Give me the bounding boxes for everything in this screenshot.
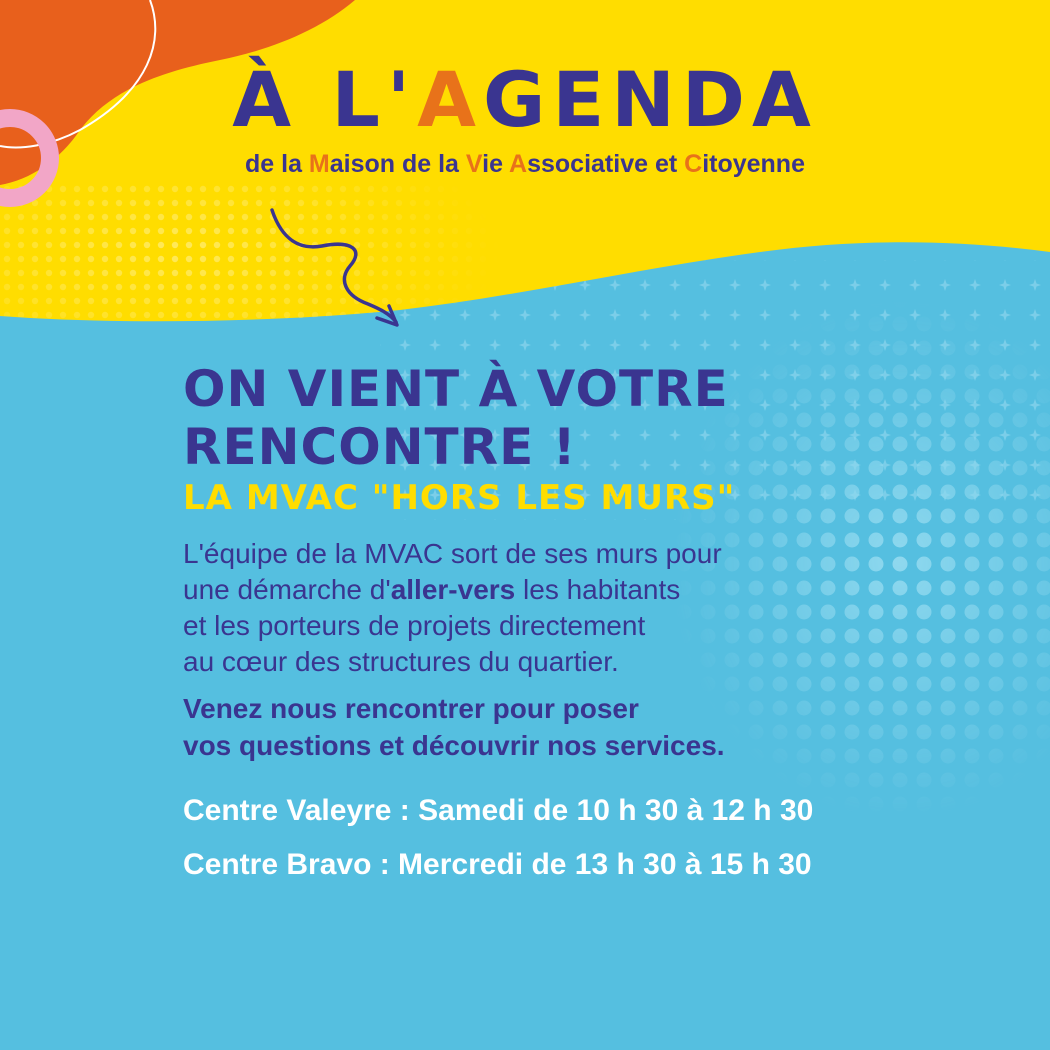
- title-highlight-a: A: [417, 55, 483, 144]
- intro-line-3: et les porteurs de projets directement: [183, 610, 646, 641]
- page-title: [0, 55, 1050, 144]
- headline-line-1: ON VIENT À VOTRE: [183, 360, 729, 418]
- subtitle-highlight-v: V: [465, 150, 483, 178]
- schedule-item-valeyre: Centre Valeyre : Samedi de 10 h 30 à 12 h 30: [183, 794, 814, 827]
- title-part-1: À L': [232, 55, 418, 144]
- schedule-item-bravo: Centre Bravo : Mercredi de 13 h 30 à 15 h 30: [183, 848, 812, 881]
- subtitle-highlight-a: A: [509, 150, 528, 178]
- main-content: [183, 360, 1003, 900]
- halftone-dots-yellow: [0, 180, 620, 321]
- invite-paragraph: [183, 690, 1003, 764]
- title-part-3: GENDA: [483, 55, 818, 144]
- intro-line-2-end: les habitants: [515, 574, 681, 605]
- page-subtitle: [0, 150, 1050, 179]
- intro-bold-aller-vers: aller-vers: [390, 574, 516, 605]
- headline-line-2: RENCONTRE !: [183, 418, 577, 476]
- subtitle-part: ie: [482, 150, 510, 178]
- intro-line-1: L'équipe de la MVAC sort de ses murs pour: [183, 538, 722, 569]
- subtitle-part: aison de la: [329, 150, 466, 178]
- subtitle-part: de la: [245, 150, 309, 178]
- intro-line-4: au cœur des structures du quartier.: [183, 646, 619, 677]
- headline: [183, 360, 1003, 476]
- subheadline: LA MVAC "HORS LES MURS": [183, 478, 736, 518]
- subtitle-part: ssociative et: [527, 150, 685, 178]
- subtitle-part: itoyenne: [702, 150, 805, 178]
- invite-line-2: vos questions et découvrir nos services.: [183, 730, 725, 761]
- invite-line-1: Venez nous rencontrer pour poser: [183, 693, 639, 724]
- subtitle-highlight-c: C: [684, 150, 703, 178]
- schedule-list: [183, 792, 1003, 884]
- intro-line-2-start: une démarche d': [183, 574, 391, 605]
- intro-paragraph: [183, 536, 1003, 680]
- subtitle-highlight-m: M: [308, 150, 330, 178]
